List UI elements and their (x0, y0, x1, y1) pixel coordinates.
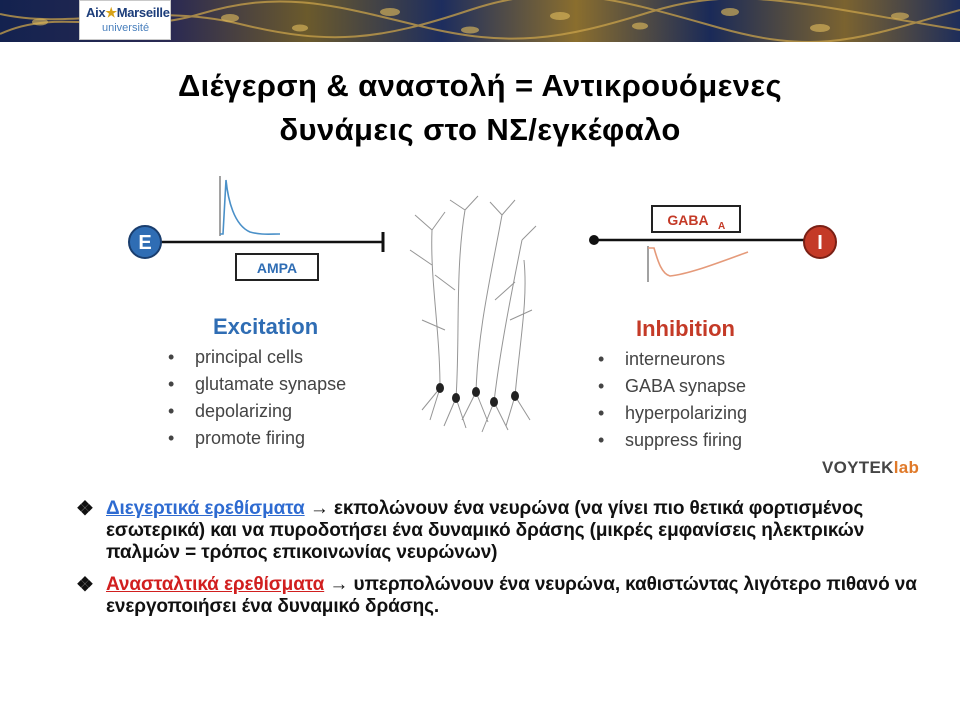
arrow-icon: → (329, 574, 349, 595)
note-excitatory (76, 498, 936, 564)
inhibition-item: • interneurons (598, 346, 747, 373)
header-banner (0, 0, 960, 42)
diamond-bullet-icon: ❖ (76, 574, 94, 596)
voytek-lab-credit (822, 458, 919, 478)
title-line-2: δυνάμεις στο ΝΣ/εγκέφαλο (279, 112, 681, 147)
inhibition-item: • hyperpolarizing (598, 400, 747, 427)
title-line-1: Διέγερση & αναστολή = Αντικρουόμενες (177, 68, 783, 103)
credit-lab: lab (893, 458, 920, 477)
neuron-somas (436, 383, 519, 407)
notes (76, 498, 936, 618)
arrow-icon: → (309, 498, 329, 519)
inhibition-title: Inhibition (636, 316, 735, 341)
logo-name-2: Marseille (116, 5, 170, 20)
inhibition-list (598, 346, 747, 454)
logo-name: Aix (86, 5, 106, 20)
note-text: υπερπολώνουν ένα νευρώνα, καθιστώντας λιγότερο πιθανό να ενεργοποιήσει ένα δυναμικό δράσης. (106, 574, 917, 617)
gaba-label: GABA (667, 212, 709, 228)
gaba-subscript: A (718, 221, 726, 232)
note-text: εκπολώνουν ένα νευρώνα (να γίνει πιο θετικά φορτισμένος εσωτερικά) και να πυροδοτήσει ένα δυναμικό δράσης (μικρές εμφανίσεις ηλεκτρικών παλμών = τρόπος επικοινωνίας νευρώνων) (106, 498, 865, 563)
excitation-list (168, 344, 346, 452)
note-highlight-excitatory: Διεγερτικά ερεθίσματα (106, 498, 305, 519)
e-label: E (138, 232, 152, 254)
gaba-trace (648, 248, 748, 276)
slide-title (20, 64, 940, 152)
inhibition-item: • suppress firing (598, 427, 747, 454)
inhibition-item: • GABA synapse (598, 373, 747, 400)
note-highlight-inhibitory: Ανασταλτικά ερεθίσματα (106, 574, 325, 595)
excitation-item: • depolarizing (168, 398, 346, 425)
ampa-label: AMPA (256, 260, 298, 276)
ampa-trace (220, 180, 280, 234)
note-inhibitory (76, 574, 936, 618)
logo-subtitle: université (102, 22, 150, 34)
excitation-item: • promote firing (168, 425, 346, 452)
logo-star-icon: ★ (105, 5, 117, 20)
credit-voytek: VOYTEK (822, 458, 894, 477)
excitation-title: Excitation (213, 314, 319, 339)
i-label: I (817, 232, 823, 254)
excitation-item: • glutamate synapse (168, 371, 346, 398)
university-logo (79, 0, 171, 40)
excitation-item: • principal cells (168, 344, 346, 371)
diamond-bullet-icon: ❖ (76, 498, 94, 520)
